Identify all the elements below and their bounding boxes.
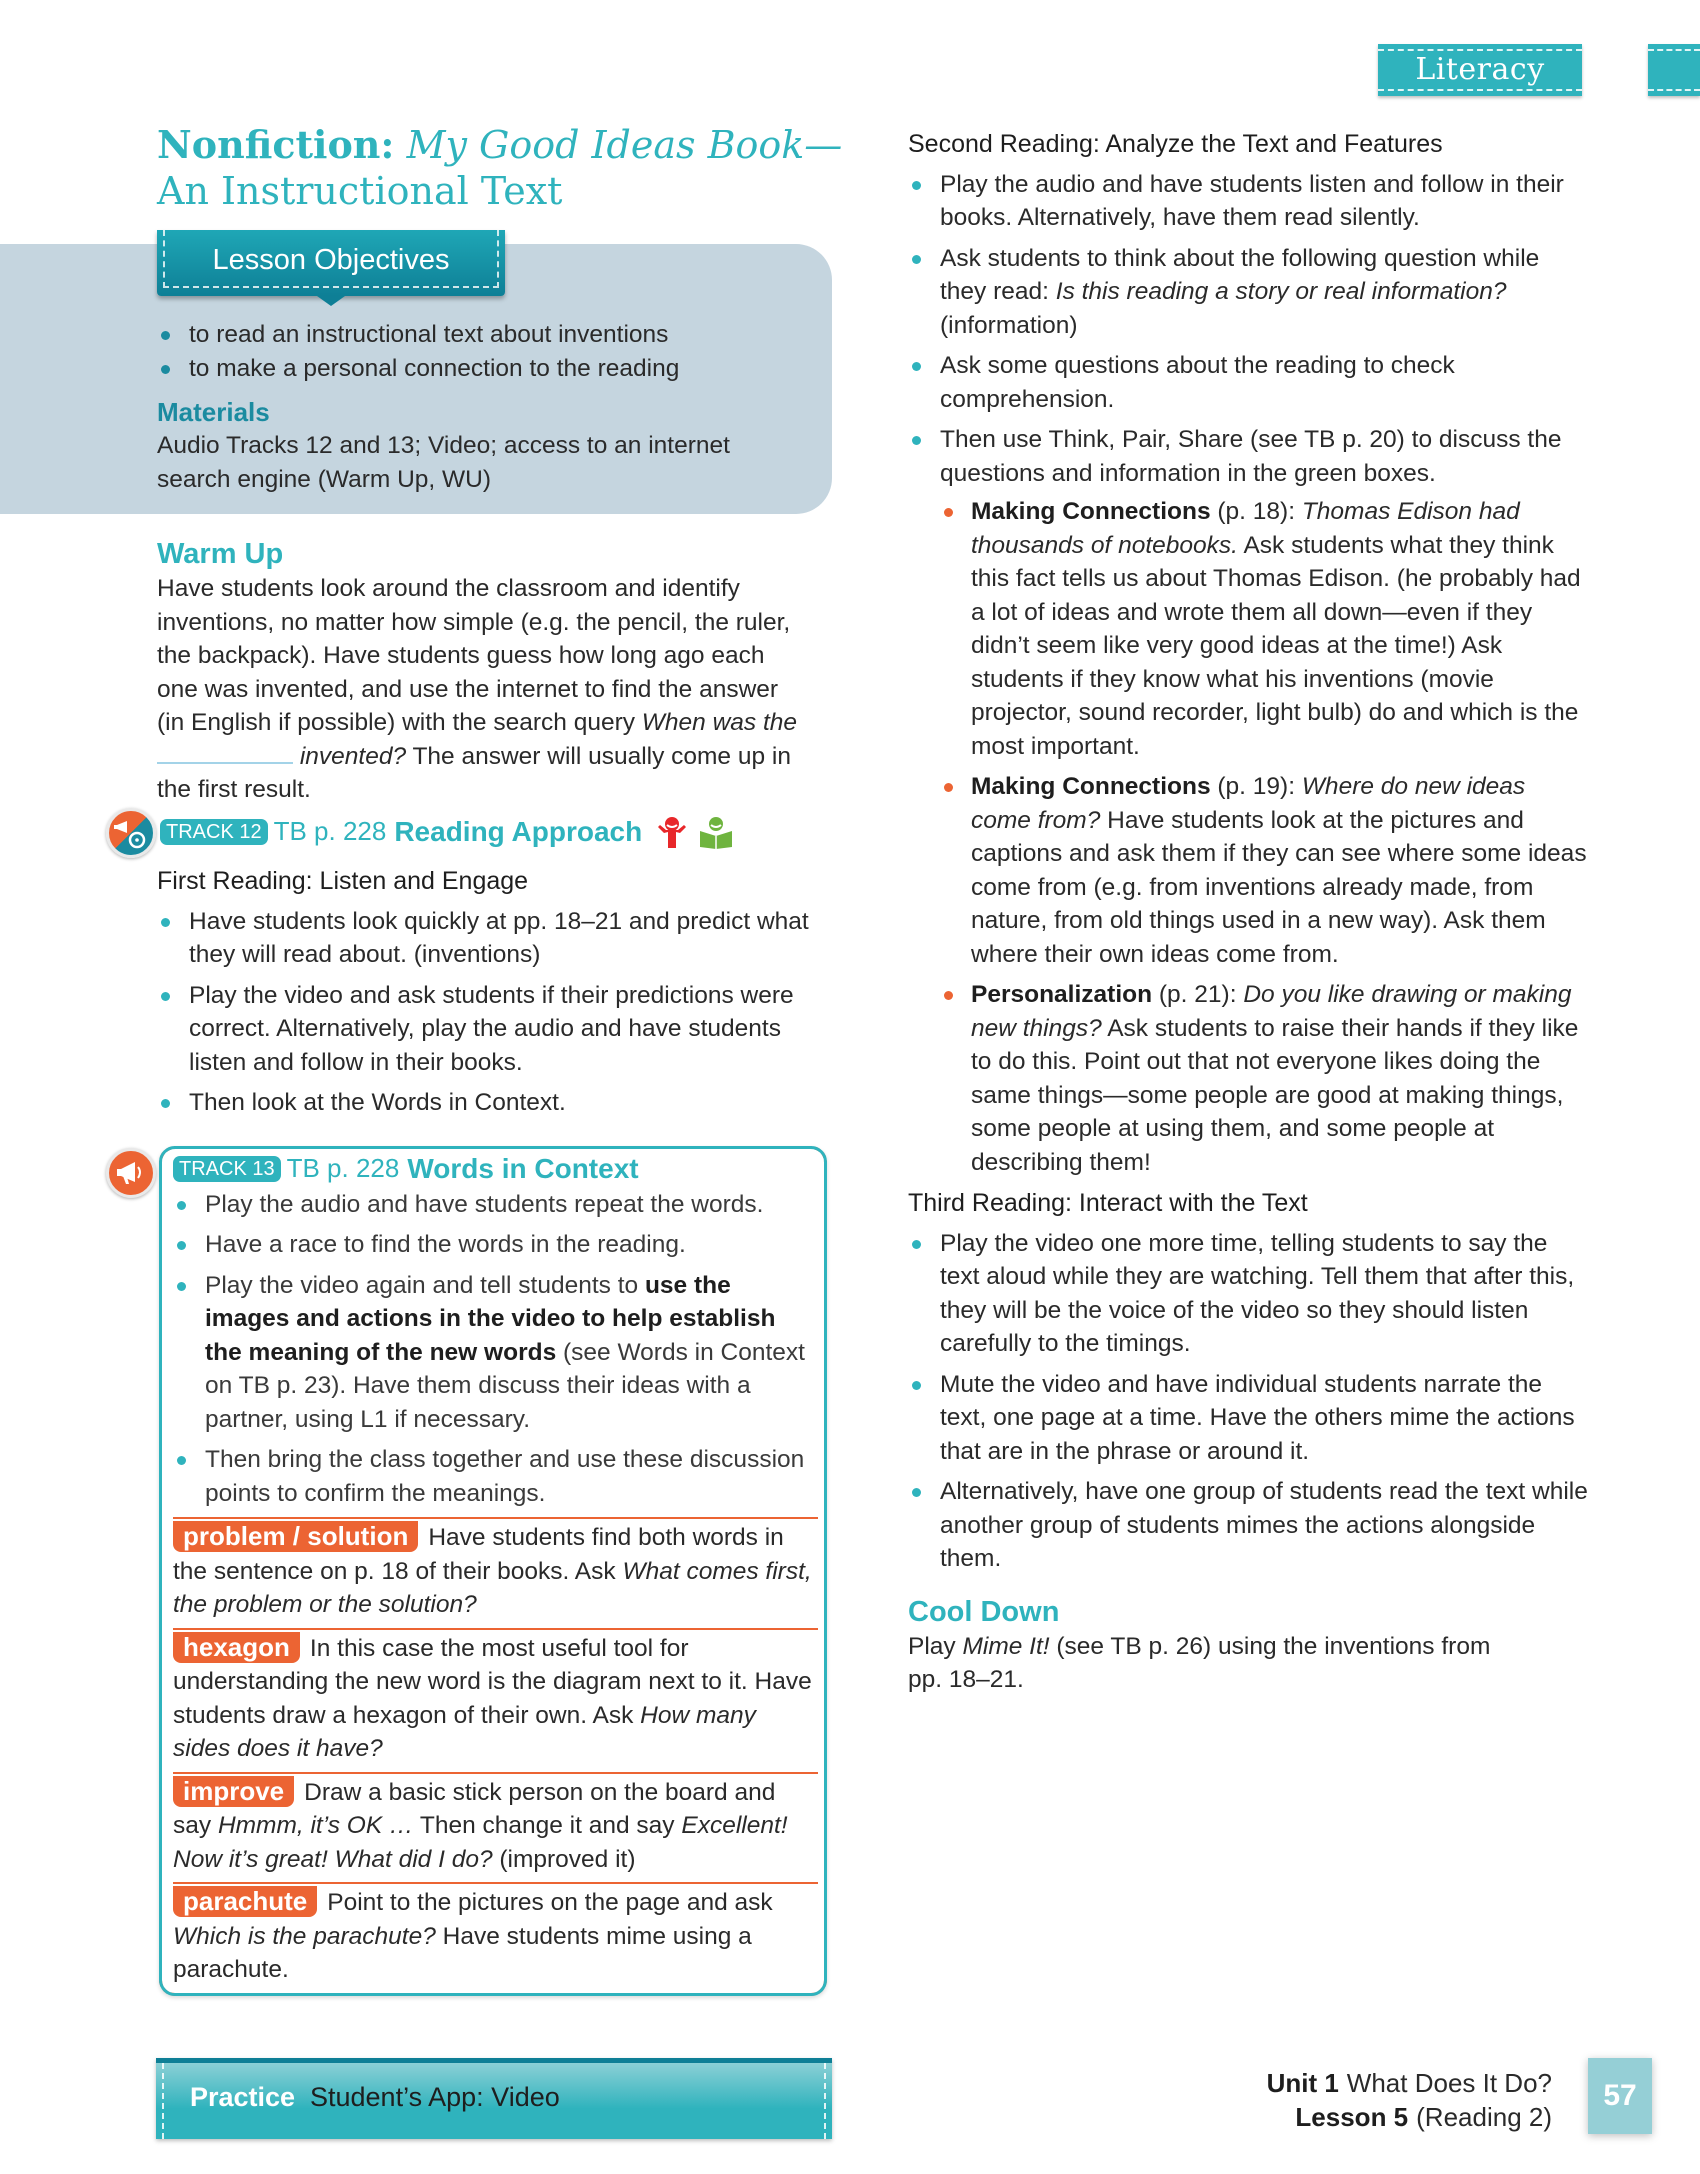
list-item: Have a race to find the words in the reading.	[173, 1228, 818, 1262]
objective-item: to make a personal connection to the reading	[157, 352, 817, 386]
item-question: Is this reading a story or real information?	[1055, 278, 1507, 305]
vocab-text: Have students find both words in the sentence on p. 18 of their books. Ask	[173, 1524, 784, 1585]
second-reading-list	[908, 168, 1588, 491]
track-13-badge[interactable]: TRACK 13	[173, 1156, 281, 1182]
sub-item-personalization-p21	[908, 978, 1588, 1179]
words-in-context-heading	[173, 1152, 818, 1186]
item-text: (see Words in Context on TB p. 23). Have them discuss their ideas with a partner, using L1 if necessary.	[205, 1338, 805, 1433]
vocab-answer: (improved it)	[492, 1845, 636, 1873]
sub-item-quote: Where do new ideas come from?	[971, 773, 1526, 834]
item-text: Play the video again and tell students to	[205, 1271, 645, 1299]
warm-up-text-1: Have students look around the classroom and identify inventions, no matter how simple (e.g. the pencil, the ruler, the backpack). Have students guess how long ago each one was invented, and use the internet to find the answer (in English if possible) with the search query	[157, 575, 791, 736]
warm-up-section	[157, 536, 807, 807]
vocab-quote: Excellent! Now it’s great! What did I do?	[173, 1812, 788, 1873]
student-reading-icon	[698, 815, 734, 849]
sub-item-quote: Thomas Edison had thousands of notebooks.	[971, 498, 1520, 559]
green-box-list	[908, 495, 1588, 1179]
list-item	[908, 423, 1588, 490]
objectives-list	[157, 318, 817, 386]
section-tab-literacy	[1378, 44, 1582, 96]
sub-item-page: (p. 18):	[1210, 498, 1302, 525]
game-name: Mime It!	[962, 1632, 1050, 1660]
list-item	[908, 242, 1588, 343]
vocab-tag: hexagon	[173, 1632, 300, 1663]
vocab-text: Point to the pictures on the page and ask	[327, 1889, 773, 1916]
third-reading-list	[908, 1227, 1588, 1576]
right-column	[908, 128, 1588, 1697]
sub-item-text: Ask students what they think this fact tells us about Thomas Edison. (he probably had a lot of ideas and wrote them all down—even if they didn’t seem like very good ideas at the time!) Ask students if they know what his inventions (movie projector, sound recorder, light bulb) do and which is the most important.	[971, 531, 1581, 760]
list-item: Then bring the class together and use these discussion points to confirm the meanings.	[173, 1443, 818, 1510]
third-reading-heading: Third Reading: Interact with the Text	[908, 1189, 1308, 1217]
vocab-text: Draw a basic stick person on the board and say	[173, 1778, 776, 1839]
words-in-context-list	[173, 1188, 818, 1511]
sub-item-making-connections-p19	[908, 770, 1588, 971]
vocab-tag: improve	[173, 1776, 294, 1807]
footer-unit-line	[1267, 2066, 1552, 2100]
warm-up-query-2: invented?	[299, 742, 407, 770]
footer-unit-info	[1267, 2066, 1552, 2134]
sub-item-label: Personalization	[971, 981, 1153, 1008]
title-genre: Nonfiction:	[157, 122, 395, 167]
first-reading-list	[157, 905, 817, 1120]
warm-up-heading: Warm Up	[157, 538, 284, 570]
materials-text: Audio Tracks 12 and 13; Video; access to an internet search engine (Warm Up, WU)	[157, 432, 730, 493]
list-item: Play the audio and have students repeat the words.	[173, 1188, 818, 1222]
sub-item-label: Making Connections	[971, 773, 1211, 800]
cool-down-text-a: Play	[908, 1632, 963, 1660]
lesson-label: Lesson 5	[1295, 2102, 1409, 2132]
list-item: Mute the video and have individual students narrate the text, one page at a time. Have the others mime the actions that are in the phrase or around it.	[908, 1368, 1588, 1469]
vocab-text: Then change it and say	[413, 1812, 682, 1839]
student-app-label: Student’s App:	[310, 2082, 484, 2112]
list-item: Alternatively, have one group of students read the text while another group of students mimes the actions alongside them.	[908, 1475, 1588, 1576]
reading-approach-title: Reading Approach	[394, 816, 643, 848]
sub-item-text: Ask students to raise their hands if they like to do this. Point out that not everyone likes doing the same things—some people are good at making things, some people at using them, and some people at describing them!	[971, 1014, 1579, 1176]
list-item: Ask some questions about the reading to check comprehension.	[908, 349, 1588, 416]
warm-up-query-1: When was the	[641, 709, 798, 736]
list-item	[173, 1269, 818, 1437]
list-item: Play the audio and have students listen and follow in their books. Alternatively, have them read silently.	[908, 168, 1588, 235]
vocab-tag: problem / solution	[173, 1521, 418, 1552]
vocab-entry-parachute	[173, 1882, 818, 1987]
sub-item-quote: Do you like drawing or making new things?	[971, 981, 1572, 1042]
section-tab-edge	[1648, 44, 1700, 96]
vocab-question: What comes first, the problem or the solution?	[173, 1557, 812, 1618]
title-book: My Good Ideas Book—	[406, 123, 843, 167]
cool-down-text-b: (see TB p. 26) using the inventions from pp. 18–21.	[908, 1632, 1491, 1693]
student-app-value: Video	[491, 2082, 560, 2112]
tb-page-ref: TB p. 228	[273, 816, 387, 847]
vocab-entry-improve	[173, 1772, 818, 1877]
list-item: Then look at the Words in Context.	[157, 1086, 817, 1120]
practice-label: Practice	[190, 2082, 296, 2112]
objective-item: to read an instructional text about inventions	[157, 318, 817, 352]
lesson-objectives-label: Lesson Objectives	[212, 244, 450, 276]
fill-in-blank	[157, 740, 293, 764]
item-text: (information)	[940, 311, 1078, 339]
warm-up-text-2: The answer will usually come up in the first result.	[157, 742, 791, 803]
title-subtitle: An Instructional Text	[157, 169, 563, 213]
first-reading-section	[157, 865, 817, 1127]
page-number: 57	[1588, 2058, 1652, 2134]
track-12-badge[interactable]: TRACK 12	[160, 819, 268, 845]
list-item: Play the video and ask students if their predictions were correct. Alternatively, play the audio and have students listen and follow in their books.	[157, 979, 817, 1080]
item-emphasis: use the images and actions in the video to help establish the meaning of the new words	[205, 1271, 776, 1366]
section-tab-label: Literacy	[1415, 52, 1545, 87]
tb-page-ref: TB p. 228	[286, 1153, 400, 1183]
item-text: Ask students to think about the following question while they read:	[940, 244, 1540, 305]
sub-item-label: Making Connections	[971, 498, 1211, 525]
first-reading-heading: First Reading: Listen and Engage	[157, 867, 529, 895]
vocab-entry-hexagon	[173, 1628, 818, 1766]
sub-item-making-connections-p18	[908, 495, 1588, 763]
vocab-question: Which is the parachute?	[173, 1922, 436, 1950]
megaphone-film-icon	[106, 808, 156, 858]
student-app-link[interactable]	[310, 2081, 560, 2115]
list-item: Play the video one more time, telling students to say the text aloud while they are watching. Tell them that after this, they will be the voice of the video so they should listen carefully to the timings.	[908, 1227, 1588, 1361]
vocab-text: Have students mime using a parachute.	[173, 1922, 752, 1983]
words-in-context-title: Words in Context	[407, 1153, 639, 1184]
megaphone-icon	[106, 1148, 156, 1198]
vocab-tag: parachute	[173, 1886, 317, 1917]
unit-title: What Does It Do?	[1346, 2068, 1552, 2098]
reading-approach-heading	[160, 815, 734, 849]
vocab-question: How many sides does it have?	[173, 1701, 756, 1762]
footer-lesson-line	[1267, 2100, 1552, 2134]
materials-heading: Materials	[157, 397, 270, 427]
lesson-title: (Reading 2)	[1416, 2102, 1552, 2132]
item-text: Then use Think, Pair, Share (see TB p. 20) to discuss the questions and information in the green boxes.	[940, 426, 1562, 487]
second-reading-heading: Second Reading: Analyze the Text and Features	[908, 130, 1443, 158]
vocab-text: In this case the most useful tool for understanding the new word is the diagram next to it. Have students draw a hexagon of their own. Ask	[173, 1634, 812, 1729]
sub-item-text: Have students look at the pictures and captions and ask them if they can see where some ideas come from (e.g. from inventions already made, from nature, from old things used in a new way). Ask them where their own ideas come from.	[971, 806, 1587, 968]
list-item: Have students look quickly at pp. 18–21 and predict what they will read about. (inventions)	[157, 905, 817, 972]
sub-item-page: (p. 19):	[1210, 773, 1302, 800]
student-cheer-icon	[656, 815, 688, 849]
practice-bar	[156, 2058, 832, 2139]
cool-down-heading: Cool Down	[908, 1595, 1060, 1628]
sub-item-page: (p. 21):	[1152, 981, 1244, 1008]
unit-label: Unit 1	[1266, 2068, 1339, 2098]
warm-up-text	[157, 572, 807, 807]
vocab-entry-problem-solution	[173, 1517, 818, 1622]
cool-down-text	[908, 1630, 1508, 1697]
vocab-quote: Hmmm, it’s OK …	[217, 1812, 414, 1839]
page-title	[157, 122, 877, 214]
words-in-context-content	[173, 1152, 818, 1987]
lesson-objectives-banner	[157, 230, 505, 296]
